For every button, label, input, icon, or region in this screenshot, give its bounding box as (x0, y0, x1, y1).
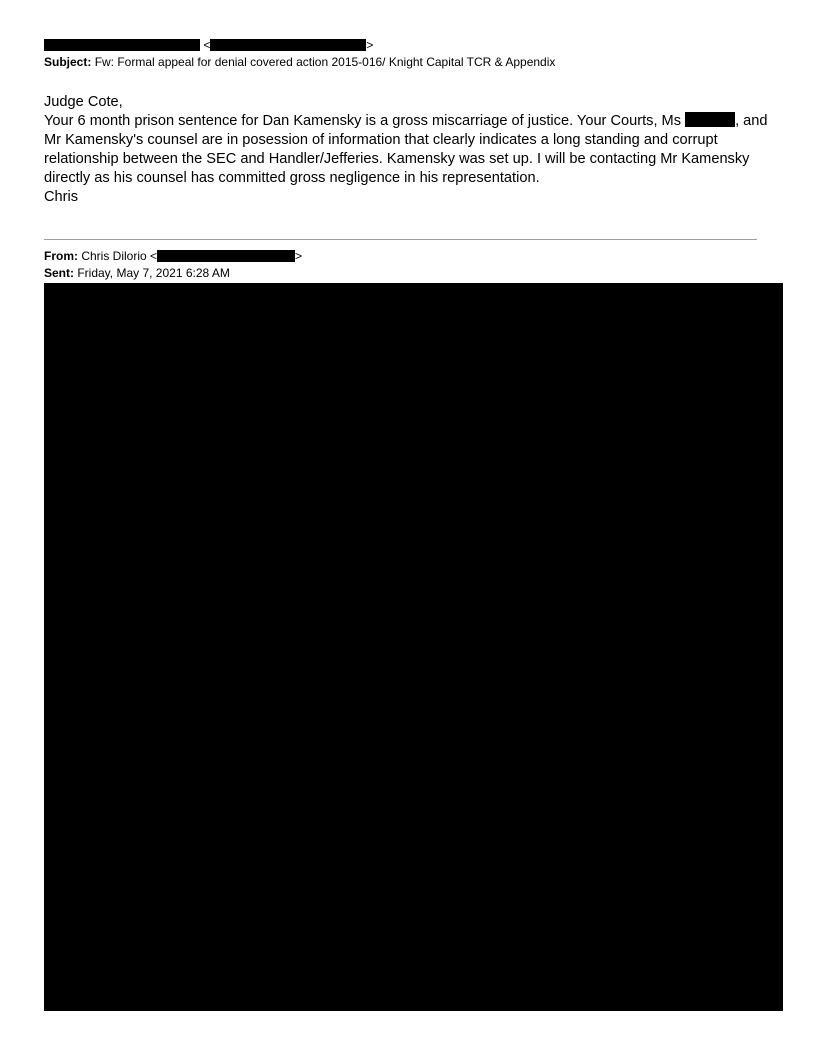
redacted-sender-name (44, 39, 200, 51)
angle-open: < (203, 38, 211, 52)
subject-value: Fw: Formal appeal for denial covered action 2015-016/ Knight Capital TCR & Appendix (94, 55, 556, 69)
forwarded-from-name: Chris Dilorio < (81, 249, 158, 263)
subject-label: Subject: (44, 55, 92, 69)
top-from-line (44, 38, 373, 53)
forwarded-sent-line (44, 266, 230, 281)
forwarded-from-label: From: (44, 249, 78, 263)
message-salutation: Judge Cote, (44, 94, 123, 110)
divider (44, 239, 757, 240)
message-paragraph (44, 112, 774, 188)
forwarded-sent-value: Friday, May 7, 2021 6:28 AM (77, 266, 230, 280)
redacted-sender-email (210, 39, 366, 51)
forwarded-from-line (44, 249, 302, 264)
redacted-name (685, 112, 735, 127)
redacted-forwarded-email (157, 250, 295, 262)
subject-line (44, 55, 555, 70)
message-signature: Chris (44, 189, 79, 205)
forwarded-angle-close: > (295, 249, 303, 263)
redacted-forwarded-body (44, 283, 783, 1011)
forwarded-sent-label: Sent: (44, 266, 74, 280)
message-paragraph-part2: , and Mr Kamensky's counsel are in posession of information that clearly indicates a long standing and corrupt relationship between the SEC and Handler/Jefferies. Kamensky was set up. I will be contacting Mr Kamensky directly as his counsel has committed gross negligence in his representation. (44, 113, 768, 186)
message-paragraph-part1: Your 6 month prison sentence for Dan Kamensky is a gross miscarriage of justice. Your Courts, Ms (44, 113, 686, 129)
angle-close: > (366, 38, 374, 52)
